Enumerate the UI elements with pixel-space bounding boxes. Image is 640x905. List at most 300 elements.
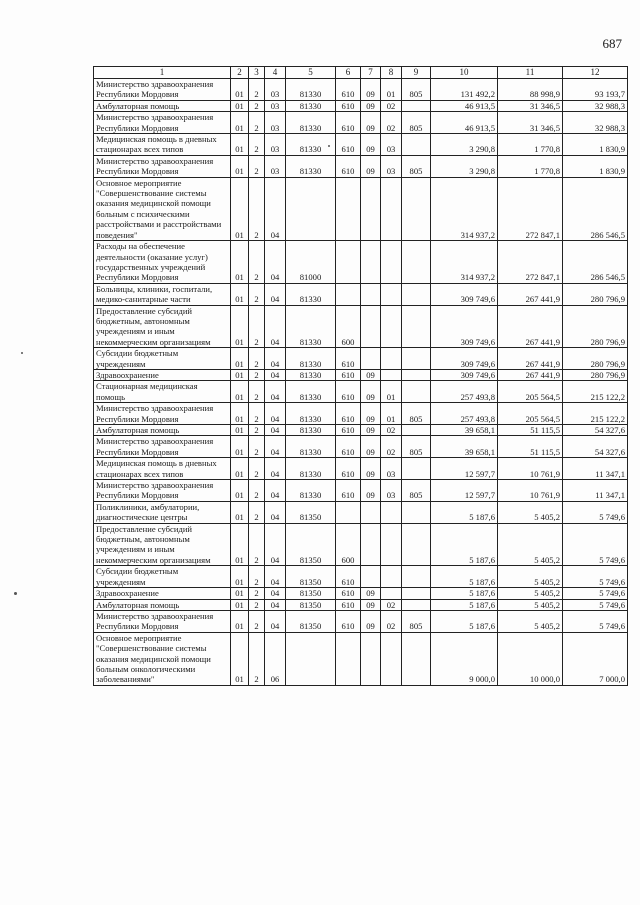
gp-code-cell: 01 xyxy=(231,348,249,370)
table-row xyxy=(94,369,628,380)
gp-code-cell: 01 xyxy=(231,588,249,599)
vr-code-cell: 610 xyxy=(336,100,361,111)
row-name-cell: Министерство здравоохранения Республики Мордовия xyxy=(94,403,231,425)
amount-year3-cell: 32 988,3 xyxy=(563,112,628,134)
grbs-code-cell xyxy=(402,632,431,685)
table-row xyxy=(94,381,628,403)
scan-speck xyxy=(21,352,23,354)
grbs-code-cell: 805 xyxy=(402,403,431,425)
amount-year2-cell: 267 441,9 xyxy=(498,305,563,348)
amount-year1-cell: 46 913,5 xyxy=(431,100,498,111)
gp-code-cell: 01 xyxy=(231,100,249,111)
amount-year3-cell: 215 122,2 xyxy=(563,403,628,425)
pp-code-cell: 2 xyxy=(249,523,265,566)
row-name-cell: Министерство здравоохранения Республики Мордовия xyxy=(94,112,231,134)
grbs-code-cell xyxy=(402,241,431,284)
amount-year3-cell: 93 193,7 xyxy=(563,79,628,101)
column-header: 5 xyxy=(286,67,336,79)
pp-code-cell: 2 xyxy=(249,458,265,480)
subsection-code-cell: 03 xyxy=(381,480,402,502)
vr-code-cell: 610 xyxy=(336,425,361,436)
subsection-code-cell: 02 xyxy=(381,100,402,111)
grbs-code-cell: 805 xyxy=(402,480,431,502)
gp-code-cell: 01 xyxy=(231,458,249,480)
vr-code-cell: 610 xyxy=(336,403,361,425)
grbs-code-cell: 805 xyxy=(402,112,431,134)
amount-year3-cell: 11 347,1 xyxy=(563,480,628,502)
vr-code-cell: 610 xyxy=(336,458,361,480)
vr-code-cell xyxy=(336,241,361,284)
vr-code-cell: 610 xyxy=(336,369,361,380)
grbs-code-cell: 805 xyxy=(402,155,431,177)
grbs-code-cell xyxy=(402,283,431,305)
amount-year2-cell: 267 441,9 xyxy=(498,283,563,305)
pp-code-cell: 2 xyxy=(249,348,265,370)
subsection-code-cell: 02 xyxy=(381,436,402,458)
row-name-cell: Предоставление субсидий бюджетным, автономным учреждениям и иным некоммерческим организациям xyxy=(94,523,231,566)
table-row xyxy=(94,112,628,134)
gp-code-cell: 01 xyxy=(231,436,249,458)
gp-code-cell: 01 xyxy=(231,283,249,305)
subsection-code-cell: 02 xyxy=(381,599,402,610)
row-name-cell: Медицинская помощь в дневных стационарах всех типов xyxy=(94,458,231,480)
amount-year1-cell: 257 493,8 xyxy=(431,381,498,403)
row-name-cell: Субсидии бюджетным учреждениям xyxy=(94,566,231,588)
section-code-cell: 09 xyxy=(361,425,381,436)
row-name-cell: Амбулаторная помощь xyxy=(94,100,231,111)
table-row xyxy=(94,348,628,370)
section-code-cell: 09 xyxy=(361,100,381,111)
amount-year3-cell: 5 749,6 xyxy=(563,599,628,610)
vr-code-cell: 610 xyxy=(336,566,361,588)
amount-year3-cell: 7 000,0 xyxy=(563,632,628,685)
table-row xyxy=(94,100,628,111)
amount-year3-cell: 54 327,6 xyxy=(563,436,628,458)
column-header: 4 xyxy=(265,67,286,79)
vr-code-cell: 610 xyxy=(336,480,361,502)
amount-year2-cell: 10 000,0 xyxy=(498,632,563,685)
direction-code-cell: 81330 xyxy=(286,480,336,502)
table-row xyxy=(94,305,628,348)
amount-year1-cell: 257 493,8 xyxy=(431,403,498,425)
section-code-cell: 09 xyxy=(361,369,381,380)
pp-code-cell: 2 xyxy=(249,369,265,380)
direction-code-cell: 81330 xyxy=(286,381,336,403)
gp-code-cell: 01 xyxy=(231,79,249,101)
table-row xyxy=(94,177,628,240)
section-code-cell xyxy=(361,501,381,523)
pp-code-cell: 2 xyxy=(249,241,265,284)
amount-year1-cell: 314 937,2 xyxy=(431,241,498,284)
column-header: 2 xyxy=(231,67,249,79)
pp-code-cell: 2 xyxy=(249,283,265,305)
table-row xyxy=(94,436,628,458)
budget-table xyxy=(93,66,628,686)
column-header: 7 xyxy=(361,67,381,79)
grbs-code-cell xyxy=(402,305,431,348)
direction-code-cell: 81330 xyxy=(286,436,336,458)
gp-code-cell: 01 xyxy=(231,523,249,566)
amount-year2-cell: 31 346,5 xyxy=(498,112,563,134)
direction-code-cell: 81330 xyxy=(286,369,336,380)
column-header: 6 xyxy=(336,67,361,79)
amount-year2-cell: 1 770,8 xyxy=(498,155,563,177)
pp-code-cell: 2 xyxy=(249,134,265,156)
pp-code-cell: 2 xyxy=(249,501,265,523)
grbs-code-cell xyxy=(402,523,431,566)
amount-year3-cell: 5 749,6 xyxy=(563,501,628,523)
gp-code-cell: 01 xyxy=(231,403,249,425)
om-code-cell: 04 xyxy=(265,425,286,436)
pp-code-cell: 2 xyxy=(249,425,265,436)
table-row xyxy=(94,588,628,599)
direction-code-cell: 81330 xyxy=(286,155,336,177)
om-code-cell: 04 xyxy=(265,369,286,380)
amount-year1-cell: 5 187,6 xyxy=(431,501,498,523)
section-code-cell: 09 xyxy=(361,112,381,134)
om-code-cell: 04 xyxy=(265,588,286,599)
grbs-code-cell xyxy=(402,134,431,156)
table-row xyxy=(94,241,628,284)
vr-code-cell: 610 xyxy=(336,112,361,134)
direction-code-cell: 81350 xyxy=(286,566,336,588)
amount-year3-cell: 1 830,9 xyxy=(563,134,628,156)
pp-code-cell: 2 xyxy=(249,79,265,101)
amount-year2-cell: 88 998,9 xyxy=(498,79,563,101)
row-name-cell: Здравоохранение xyxy=(94,369,231,380)
amount-year2-cell: 205 564,5 xyxy=(498,403,563,425)
pp-code-cell: 2 xyxy=(249,480,265,502)
pp-code-cell: 2 xyxy=(249,305,265,348)
amount-year2-cell: 5 405,2 xyxy=(498,610,563,632)
vr-code-cell: 610 xyxy=(336,381,361,403)
amount-year3-cell: 5 749,6 xyxy=(563,588,628,599)
table-row xyxy=(94,134,628,156)
direction-code-cell: 81350 xyxy=(286,523,336,566)
row-name-cell: Министерство здравоохранения Республики Мордовия xyxy=(94,79,231,101)
section-code-cell: 09 xyxy=(361,610,381,632)
gp-code-cell: 01 xyxy=(231,305,249,348)
vr-code-cell xyxy=(336,177,361,240)
direction-code-cell: 81330 xyxy=(286,458,336,480)
grbs-code-cell xyxy=(402,369,431,380)
amount-year3-cell: 286 546,5 xyxy=(563,241,628,284)
scan-speck xyxy=(14,592,17,595)
amount-year3-cell: 32 988,3 xyxy=(563,100,628,111)
vr-code-cell: 610 xyxy=(336,588,361,599)
table-row xyxy=(94,283,628,305)
row-name-cell: Стационарная медицинская помощь xyxy=(94,381,231,403)
amount-year1-cell: 131 492,2 xyxy=(431,79,498,101)
gp-code-cell: 01 xyxy=(231,134,249,156)
section-code-cell xyxy=(361,566,381,588)
column-header: 8 xyxy=(381,67,402,79)
direction-code-cell: 81330 xyxy=(286,112,336,134)
row-name-cell: Медицинская помощь в дневных стационарах всех типов xyxy=(94,134,231,156)
scan-speck xyxy=(328,145,330,147)
pp-code-cell: 2 xyxy=(249,588,265,599)
gp-code-cell: 01 xyxy=(231,480,249,502)
row-name-cell: Поликлиники, амбулатории, диагностические центры xyxy=(94,501,231,523)
section-code-cell xyxy=(361,632,381,685)
om-code-cell: 04 xyxy=(265,501,286,523)
amount-year3-cell: 54 327,6 xyxy=(563,425,628,436)
section-code-cell: 09 xyxy=(361,134,381,156)
om-code-cell: 03 xyxy=(265,100,286,111)
column-header: 1 xyxy=(94,67,231,79)
grbs-code-cell xyxy=(402,348,431,370)
om-code-cell: 04 xyxy=(265,566,286,588)
amount-year2-cell: 272 847,1 xyxy=(498,177,563,240)
gp-code-cell: 01 xyxy=(231,610,249,632)
pp-code-cell: 2 xyxy=(249,599,265,610)
section-code-cell: 09 xyxy=(361,588,381,599)
row-name-cell: Расходы на обеспечение деятельности (оказание услуг) государственных учреждений Республики Мордовия xyxy=(94,241,231,284)
direction-code-cell: 81330 xyxy=(286,283,336,305)
amount-year3-cell: 280 796,9 xyxy=(563,305,628,348)
gp-code-cell: 01 xyxy=(231,369,249,380)
direction-code-cell: 81330 xyxy=(286,403,336,425)
column-header: 12 xyxy=(563,67,628,79)
subsection-code-cell xyxy=(381,501,402,523)
amount-year2-cell: 1 770,8 xyxy=(498,134,563,156)
row-name-cell: Основное мероприятие "Совершенствование системы оказания медицинской помощи больным с психическими расстройствами и расстройствами поведения" xyxy=(94,177,231,240)
pp-code-cell: 2 xyxy=(249,610,265,632)
amount-year3-cell: 11 347,1 xyxy=(563,458,628,480)
amount-year3-cell: 280 796,9 xyxy=(563,369,628,380)
vr-code-cell: 610 xyxy=(336,79,361,101)
amount-year2-cell: 51 115,5 xyxy=(498,425,563,436)
amount-year2-cell: 31 346,5 xyxy=(498,100,563,111)
pp-code-cell: 2 xyxy=(249,436,265,458)
amount-year2-cell: 10 761,9 xyxy=(498,480,563,502)
direction-code-cell: 81350 xyxy=(286,610,336,632)
column-header: 3 xyxy=(249,67,265,79)
direction-code-cell: 81330 xyxy=(286,348,336,370)
amount-year2-cell: 5 405,2 xyxy=(498,501,563,523)
amount-year3-cell: 280 796,9 xyxy=(563,283,628,305)
row-name-cell: Субсидии бюджетным учреждениям xyxy=(94,348,231,370)
amount-year2-cell: 51 115,5 xyxy=(498,436,563,458)
direction-code-cell: 81350 xyxy=(286,588,336,599)
vr-code-cell: 600 xyxy=(336,305,361,348)
section-code-cell: 09 xyxy=(361,458,381,480)
section-code-cell: 09 xyxy=(361,381,381,403)
table-row xyxy=(94,480,628,502)
grbs-code-cell xyxy=(402,458,431,480)
section-code-cell: 09 xyxy=(361,155,381,177)
om-code-cell: 04 xyxy=(265,610,286,632)
om-code-cell: 04 xyxy=(265,305,286,348)
section-code-cell xyxy=(361,177,381,240)
gp-code-cell: 01 xyxy=(231,501,249,523)
direction-code-cell: 81350 xyxy=(286,501,336,523)
om-code-cell: 06 xyxy=(265,632,286,685)
pp-code-cell: 2 xyxy=(249,403,265,425)
pp-code-cell: 2 xyxy=(249,112,265,134)
direction-code-cell: 81330 xyxy=(286,425,336,436)
grbs-code-cell xyxy=(402,588,431,599)
om-code-cell: 03 xyxy=(265,155,286,177)
pp-code-cell: 2 xyxy=(249,566,265,588)
table-row xyxy=(94,523,628,566)
subsection-code-cell: 01 xyxy=(381,79,402,101)
om-code-cell: 04 xyxy=(265,348,286,370)
table-row xyxy=(94,425,628,436)
om-code-cell: 04 xyxy=(265,523,286,566)
om-code-cell: 04 xyxy=(265,241,286,284)
amount-year2-cell: 267 441,9 xyxy=(498,348,563,370)
vr-code-cell: 610 xyxy=(336,348,361,370)
subsection-code-cell: 02 xyxy=(381,610,402,632)
vr-code-cell: 610 xyxy=(336,599,361,610)
subsection-code-cell: 03 xyxy=(381,458,402,480)
direction-code-cell: 81350 xyxy=(286,599,336,610)
pp-code-cell: 2 xyxy=(249,177,265,240)
amount-year1-cell: 3 290,8 xyxy=(431,155,498,177)
section-code-cell: 09 xyxy=(361,480,381,502)
row-name-cell: Амбулаторная помощь xyxy=(94,425,231,436)
amount-year1-cell: 5 187,6 xyxy=(431,523,498,566)
subsection-code-cell: 01 xyxy=(381,381,402,403)
row-name-cell: Министерство здравоохранения Республики Мордовия xyxy=(94,155,231,177)
gp-code-cell: 01 xyxy=(231,632,249,685)
subsection-code-cell xyxy=(381,369,402,380)
om-code-cell: 04 xyxy=(265,177,286,240)
direction-code-cell: 81330 xyxy=(286,79,336,101)
vr-code-cell: 610 xyxy=(336,610,361,632)
amount-year1-cell: 5 187,6 xyxy=(431,588,498,599)
table-body xyxy=(94,79,628,686)
amount-year1-cell: 9 000,0 xyxy=(431,632,498,685)
direction-code-cell: 81330 xyxy=(286,134,336,156)
direction-code-cell: 81000 xyxy=(286,241,336,284)
subsection-code-cell xyxy=(381,588,402,599)
amount-year1-cell: 39 658,1 xyxy=(431,425,498,436)
amount-year1-cell: 46 913,5 xyxy=(431,112,498,134)
amount-year3-cell: 5 749,6 xyxy=(563,610,628,632)
row-name-cell: Здравоохранение xyxy=(94,588,231,599)
gp-code-cell: 01 xyxy=(231,599,249,610)
subsection-code-cell xyxy=(381,523,402,566)
amount-year3-cell: 1 830,9 xyxy=(563,155,628,177)
amount-year1-cell: 5 187,6 xyxy=(431,566,498,588)
direction-code-cell: 81330 xyxy=(286,100,336,111)
amount-year1-cell: 39 658,1 xyxy=(431,436,498,458)
pp-code-cell: 2 xyxy=(249,100,265,111)
gp-code-cell: 01 xyxy=(231,177,249,240)
amount-year3-cell: 286 546,5 xyxy=(563,177,628,240)
direction-code-cell: 81330 xyxy=(286,305,336,348)
table-header-row xyxy=(94,67,628,79)
amount-year2-cell: 10 761,9 xyxy=(498,458,563,480)
table-row xyxy=(94,155,628,177)
table-row xyxy=(94,599,628,610)
grbs-code-cell xyxy=(402,100,431,111)
om-code-cell: 03 xyxy=(265,112,286,134)
direction-code-cell xyxy=(286,632,336,685)
amount-year3-cell: 5 749,6 xyxy=(563,566,628,588)
grbs-code-cell: 805 xyxy=(402,79,431,101)
section-code-cell xyxy=(361,305,381,348)
table-row xyxy=(94,458,628,480)
grbs-code-cell xyxy=(402,425,431,436)
om-code-cell: 04 xyxy=(265,458,286,480)
row-name-cell: Амбулаторная помощь xyxy=(94,599,231,610)
vr-code-cell: 600 xyxy=(336,523,361,566)
grbs-code-cell: 805 xyxy=(402,610,431,632)
section-code-cell: 09 xyxy=(361,403,381,425)
grbs-code-cell xyxy=(402,501,431,523)
amount-year1-cell: 309 749,6 xyxy=(431,348,498,370)
vr-code-cell: 610 xyxy=(336,155,361,177)
grbs-code-cell xyxy=(402,599,431,610)
table-row xyxy=(94,501,628,523)
section-code-cell: 09 xyxy=(361,599,381,610)
om-code-cell: 04 xyxy=(265,599,286,610)
subsection-code-cell: 03 xyxy=(381,155,402,177)
amount-year1-cell: 12 597,7 xyxy=(431,458,498,480)
om-code-cell: 03 xyxy=(265,79,286,101)
amount-year1-cell: 314 937,2 xyxy=(431,177,498,240)
om-code-cell: 04 xyxy=(265,480,286,502)
row-name-cell: Министерство здравоохранения Республики Мордовия xyxy=(94,610,231,632)
section-code-cell xyxy=(361,241,381,284)
amount-year1-cell: 309 749,6 xyxy=(431,305,498,348)
vr-code-cell: 610 xyxy=(336,134,361,156)
table-row xyxy=(94,566,628,588)
row-name-cell: Больницы, клиники, госпитали, медико-санитарные части xyxy=(94,283,231,305)
gp-code-cell: 01 xyxy=(231,381,249,403)
section-code-cell xyxy=(361,283,381,305)
grbs-code-cell xyxy=(402,381,431,403)
subsection-code-cell: 03 xyxy=(381,134,402,156)
subsection-code-cell: 01 xyxy=(381,403,402,425)
section-code-cell: 09 xyxy=(361,436,381,458)
gp-code-cell: 01 xyxy=(231,566,249,588)
table-row xyxy=(94,403,628,425)
grbs-code-cell xyxy=(402,177,431,240)
table-row xyxy=(94,79,628,101)
grbs-code-cell xyxy=(402,566,431,588)
row-name-cell: Основное мероприятие "Совершенствование системы оказания медицинской помощи больным онкологическими заболеваниями" xyxy=(94,632,231,685)
amount-year1-cell: 12 597,7 xyxy=(431,480,498,502)
vr-code-cell xyxy=(336,283,361,305)
amount-year2-cell: 5 405,2 xyxy=(498,599,563,610)
gp-code-cell: 01 xyxy=(231,425,249,436)
subsection-code-cell xyxy=(381,348,402,370)
amount-year2-cell: 267 441,9 xyxy=(498,369,563,380)
pp-code-cell: 2 xyxy=(249,155,265,177)
vr-code-cell xyxy=(336,632,361,685)
amount-year2-cell: 272 847,1 xyxy=(498,241,563,284)
amount-year1-cell: 5 187,6 xyxy=(431,599,498,610)
om-code-cell: 04 xyxy=(265,283,286,305)
amount-year2-cell: 5 405,2 xyxy=(498,523,563,566)
table-row xyxy=(94,610,628,632)
column-header: 11 xyxy=(498,67,563,79)
amount-year1-cell: 309 749,6 xyxy=(431,283,498,305)
gp-code-cell: 01 xyxy=(231,155,249,177)
grbs-code-cell: 805 xyxy=(402,436,431,458)
amount-year2-cell: 5 405,2 xyxy=(498,566,563,588)
amount-year2-cell: 5 405,2 xyxy=(498,588,563,599)
amount-year3-cell: 215 122,2 xyxy=(563,381,628,403)
page-number: 687 xyxy=(602,36,622,51)
table-row xyxy=(94,632,628,685)
amount-year1-cell: 5 187,6 xyxy=(431,610,498,632)
row-name-cell: Предоставление субсидий бюджетным, автономным учреждениям и иным некоммерческим организациям xyxy=(94,305,231,348)
